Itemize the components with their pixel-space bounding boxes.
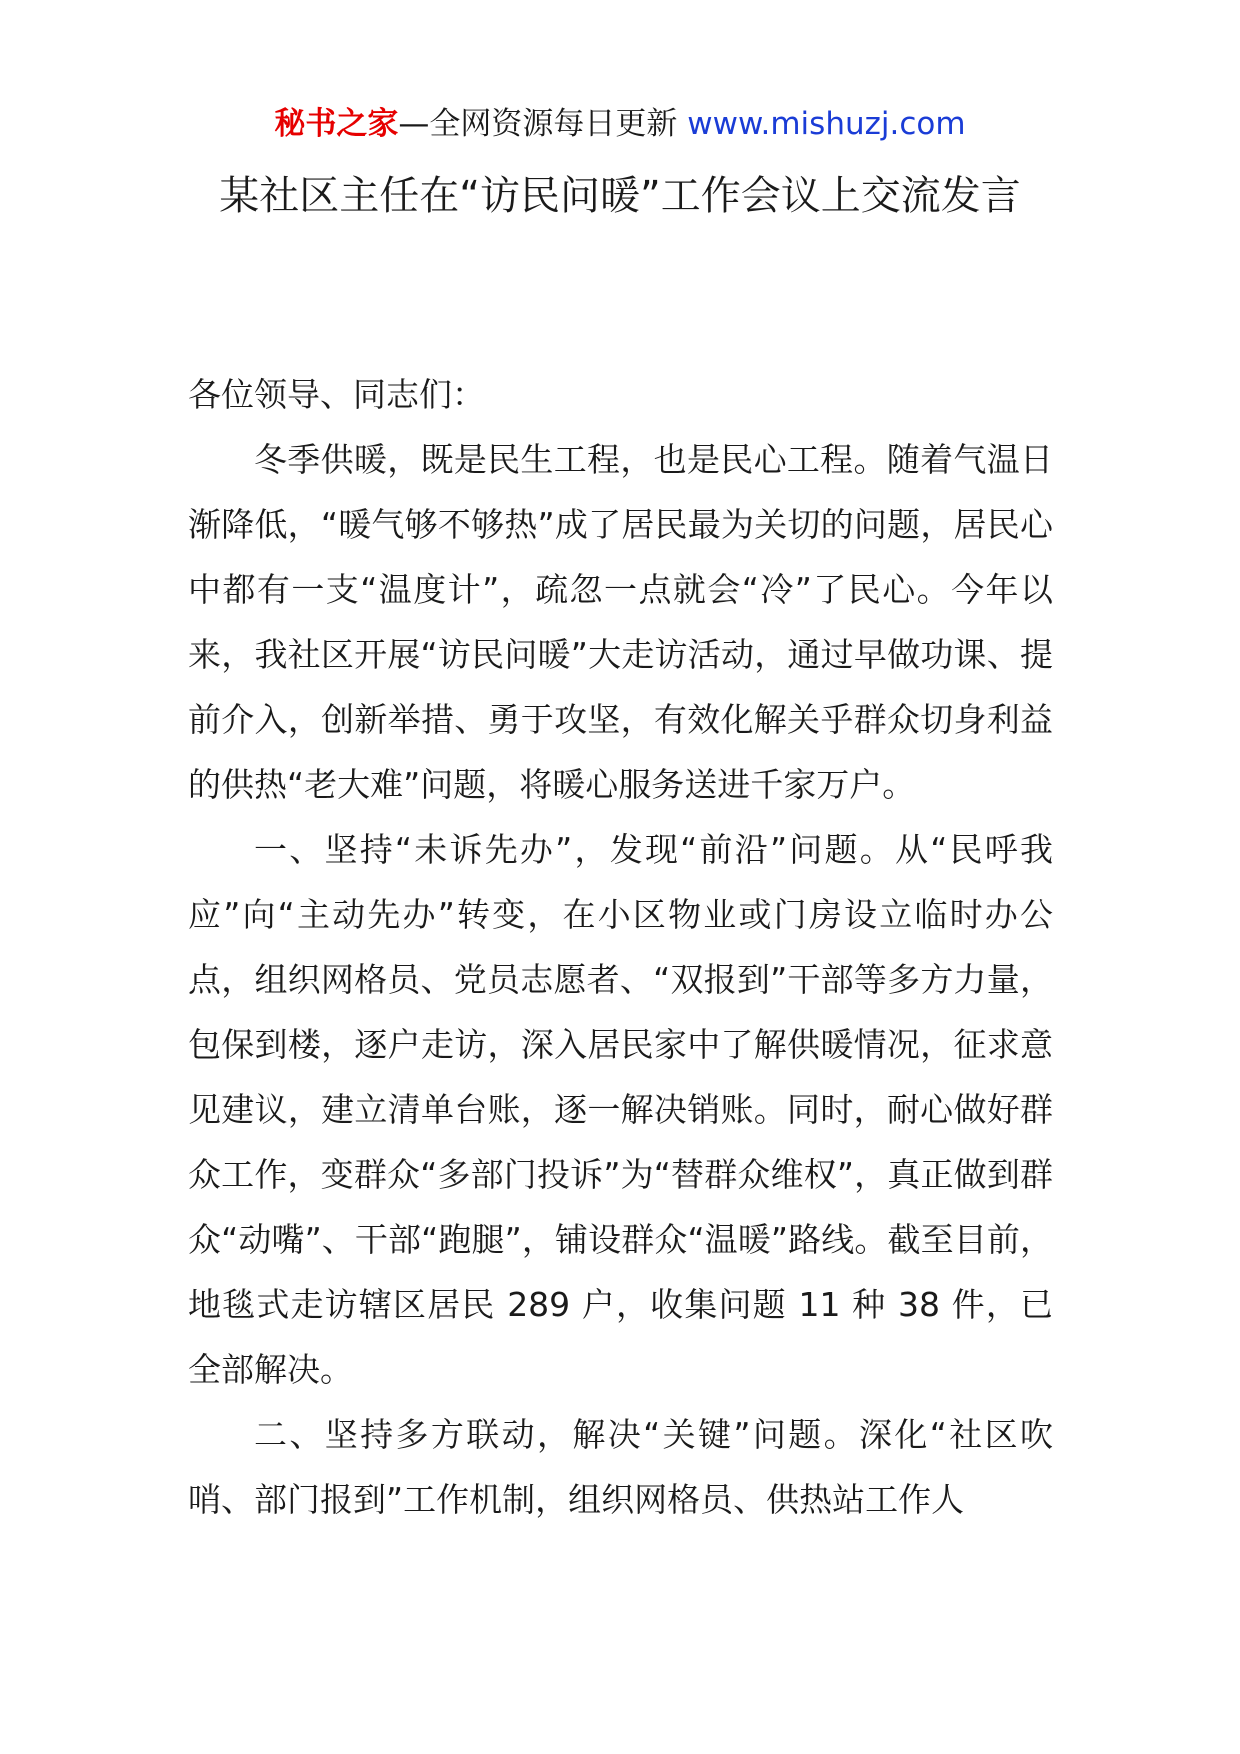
site-header [0, 104, 1240, 144]
salutation: 各位领导、同志们： [188, 375, 485, 414]
paragraph-section-one: 一、坚持“未诉先办”，发现“前沿”问题。从“民呼我应”向“主动先办”转变，在小区物业或门房设立临时办公点，组织网格员、党员志愿者、“双报到”干部等多方力量，包保到楼，逐户走访，深入居民家中了解供暖情况，征求意见建议，建立清单台账，逐一解决销账。同时，耐心做好群众工作，变群众“多部门投诉”为“替群众维权”，真正做到群众“动嘴”、干部“跑腿”，铺设群众“温暖”路线。截至目前，地毯式走访辖区居民 289 户，收集问题 11 种 38 件，已全部解决。 [188, 830, 1053, 1389]
document-title: 某社区主任在“访民问暖”工作会议上交流发言 [219, 173, 1021, 219]
paragraph-intro: 冬季供暖，既是民生工程，也是民心工程。随着气温日渐降低，“暖气够不够热”成了居民最为关切的问题，居民心中都有一支“温度计”，疏忽一点就会“冷”了民心。今年以来，我社区开展“访民问暖”大走访活动，通过早做功课、提前介入，创新举措、勇于攻坚，有效化解关乎群众切身利益的供热“老大难”问题，将暖心服务送进千家万户。 [188, 440, 1053, 804]
site-url[interactable]: www.mishuzj.com [687, 106, 966, 142]
header-slogan: —全网资源每日更新 [398, 106, 678, 142]
brand-name: 秘书之家 [274, 106, 399, 142]
paragraph-section-two: 二、坚持多方联动，解决“关键”问题。深化“社区吹哨、部门报到”工作机制，组织网格员、供热站工作人 [188, 1415, 1053, 1519]
document-body [188, 362, 1053, 1532]
